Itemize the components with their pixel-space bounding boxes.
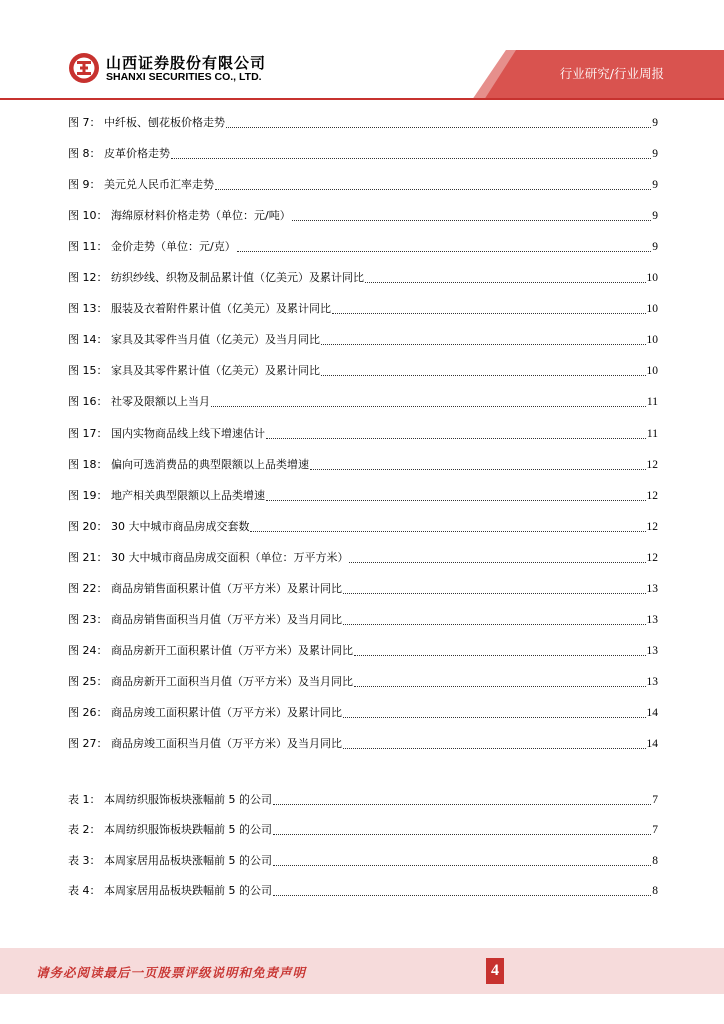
toc-entry-page: 9	[652, 210, 658, 223]
toc-entry-page: 13	[646, 675, 658, 688]
toc-leader-dots	[321, 374, 646, 376]
toc-leader-dots	[343, 592, 646, 594]
toc-entry[interactable]	[68, 206, 658, 226]
toc-leader-dots	[266, 437, 646, 439]
toc-entry-label: 表 3： 本周家居用品板块涨幅前 5 的公司	[68, 853, 272, 867]
toc-entry-page: 8	[652, 854, 658, 867]
toc-leader-dots	[266, 499, 646, 501]
toc-entry[interactable]	[68, 881, 658, 901]
header-band	[0, 0, 724, 100]
toc-entry-label: 图 19： 地产相关典型限额以上品类增速	[68, 488, 265, 502]
toc-entry-page: 10	[646, 334, 658, 347]
toc-entry-page: 9	[652, 148, 658, 161]
disclaimer-text: 请务必阅读最后一页股票评级说明和免责声明	[36, 965, 307, 980]
toc-entry-page: 14	[646, 738, 658, 750]
toc-entry[interactable]	[68, 548, 658, 568]
toc-entry-label: 图 8： 皮革价格走势	[68, 147, 170, 161]
toc-leader-dots	[343, 747, 646, 749]
toc-entry-page: 9	[652, 241, 658, 254]
toc-leader-dots	[343, 623, 646, 625]
toc-entry-page: 13	[646, 582, 658, 595]
page-number: 4	[486, 958, 504, 984]
toc-entry[interactable]	[68, 424, 658, 444]
toc-entry[interactable]	[68, 641, 658, 661]
toc-leader-dots	[310, 468, 646, 470]
toc-entry-label: 图 24： 商品房新开工面积累计值（万平方米）及累计同比	[68, 643, 353, 657]
toc-leader-dots	[354, 654, 646, 656]
toc-entry-label: 图 7： 中纤板、刨花板价格走势	[68, 116, 225, 129]
toc-entry-label: 图 9： 美元兑人民币汇率走势	[68, 178, 214, 192]
toc-entry[interactable]	[68, 455, 658, 475]
toc-leader-dots	[215, 188, 651, 190]
toc-entry-page: 11	[646, 427, 658, 440]
toc-entry-page: 12	[646, 458, 658, 471]
toc-leader-dots	[273, 894, 651, 896]
toc-leader-dots	[211, 405, 646, 407]
toc-entry[interactable]	[68, 672, 658, 692]
toc-entry-page: 13	[646, 644, 658, 657]
toc-entry[interactable]	[68, 268, 658, 288]
toc-leader-dots	[292, 219, 652, 221]
toc-entry-label: 图 11： 金价走势（单位：元/克）	[68, 240, 236, 254]
toc-entry[interactable]	[68, 851, 658, 871]
toc-leader-dots	[273, 864, 651, 866]
toc-entry-label: 图 14： 家具及其零件当月值（亿美元）及当月同比	[68, 333, 320, 347]
toc-entry[interactable]	[68, 237, 658, 257]
toc-leader-dots	[332, 312, 646, 314]
toc-entry-label: 图 20： 30 大中城市商品房成交套数	[68, 519, 250, 533]
toc-entry-label: 图 10： 海绵原材料价格走势（单位：元/吨）	[68, 209, 291, 223]
page-header	[0, 0, 724, 100]
company-logo-icon	[68, 52, 100, 84]
toc-leader-dots	[354, 685, 646, 687]
toc-entry[interactable]	[68, 703, 658, 723]
toc-entry[interactable]	[68, 144, 658, 164]
toc-entry-label: 图 23： 商品房销售面积当月值（万平方米）及当月同比	[68, 612, 342, 626]
toc-entry-page: 9	[652, 117, 658, 129]
toc-entry[interactable]	[68, 790, 658, 810]
toc-leader-dots	[321, 343, 646, 345]
toc-entry[interactable]	[68, 175, 658, 195]
toc-entry-label: 图 18： 偏向可选消费品的典型限额以上品类增速	[68, 457, 309, 471]
toc-entry-label: 图 13： 服装及衣着附件累计值（亿美元）及累计同比	[68, 302, 331, 316]
toc-entry-page: 14	[646, 706, 658, 719]
toc-entry-label: 图 25： 商品房新开工面积当月值（万平方米）及当月同比	[68, 674, 353, 688]
toc-leader-dots	[250, 530, 645, 532]
toc-entry-label: 表 2： 本周纺织服饰板块跌幅前 5 的公司	[68, 823, 272, 837]
company-name-cn: 山西证券股份有限公司	[106, 54, 267, 72]
toc-entry-label: 表 1： 本周纺织服饰板块涨幅前 5 的公司	[68, 793, 272, 806]
report-type-label: 行业研究/行业周报	[559, 66, 664, 81]
toc-entry-page: 7	[652, 794, 658, 806]
company-name-en: SHANXI SECURITIES CO., LTD.	[106, 71, 262, 83]
toc-entry-page: 10	[646, 303, 658, 316]
toc-entry[interactable]	[68, 579, 658, 599]
toc-leader-dots	[237, 250, 652, 252]
toc-entry[interactable]	[68, 299, 658, 319]
toc-entry[interactable]	[68, 361, 658, 381]
toc-entry-label: 图 26： 商品房竣工面积累计值（万平方米）及累计同比	[68, 705, 342, 719]
toc-leader-dots	[349, 561, 645, 563]
toc-entry-page: 10	[646, 365, 658, 378]
toc-leader-dots	[273, 803, 651, 805]
toc-leader-dots	[226, 126, 651, 128]
toc-entry-page: 12	[646, 520, 658, 533]
toc-leader-dots	[171, 157, 651, 159]
toc-entry-label: 图 15： 家具及其零件累计值（亿美元）及累计同比	[68, 364, 320, 378]
toc-entry-page: 10	[646, 272, 658, 285]
toc-leader-dots	[273, 833, 651, 835]
toc-entry-label: 表 4： 本周家居用品板块跌幅前 5 的公司	[68, 883, 272, 897]
toc-entry[interactable]	[68, 392, 658, 412]
toc-leader-dots	[365, 281, 646, 283]
toc-entry-page: 11	[646, 396, 658, 409]
toc-entry-label: 图 17： 国内实物商品线上线下增速估计	[68, 426, 265, 440]
toc-entry-label: 图 22： 商品房销售面积累计值（万平方米）及累计同比	[68, 581, 342, 595]
toc-entry-page: 12	[646, 551, 658, 564]
toc-entry-label: 图 21： 30 大中城市商品房成交面积（单位：万平方米）	[68, 550, 349, 564]
toc-entry-page: 7	[652, 824, 658, 837]
toc-entry-page: 13	[646, 613, 658, 626]
toc-entry-label: 图 27： 商品房竣工面积当月值（万平方米）及当月同比	[68, 737, 342, 750]
toc-entry-page: 8	[652, 884, 658, 897]
toc-entry-page: 12	[646, 489, 658, 502]
toc-entry[interactable]	[68, 734, 658, 754]
toc-entry-page: 9	[652, 179, 658, 192]
toc-entry[interactable]	[68, 486, 658, 506]
toc-entry-label: 图 12： 纺织纱线、织物及制品累计值（亿美元）及累计同比	[68, 271, 364, 285]
toc-entry-label: 图 16： 社零及限额以上当月	[68, 395, 210, 409]
toc-entry[interactable]	[68, 330, 658, 350]
toc-entry[interactable]	[68, 113, 658, 133]
toc-entry[interactable]	[68, 517, 658, 537]
toc-leader-dots	[343, 716, 646, 718]
toc-entry[interactable]	[68, 610, 658, 630]
toc-entry[interactable]	[68, 820, 658, 840]
